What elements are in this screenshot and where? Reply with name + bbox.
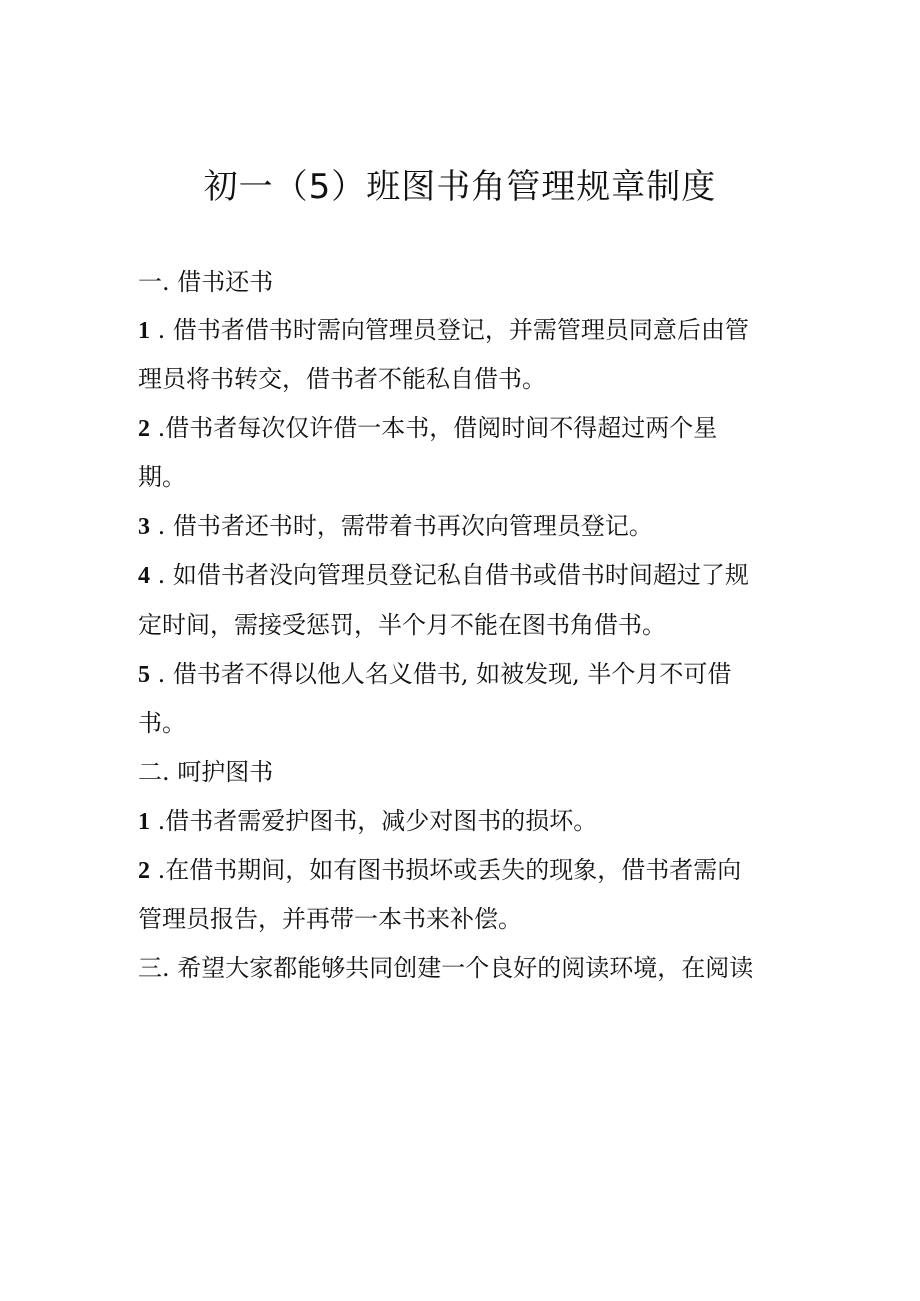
care-rule-2-line-1 <box>138 853 798 888</box>
rule-5-line-2: 书。 <box>138 709 186 737</box>
section-heading-protect-books: 二. 呵护图书 <box>138 758 274 786</box>
document-title: 初一（5）班图书角管理规章制度 <box>203 167 717 207</box>
rule-4-line-2: 定时间，需接受惩罚，半个月不能在图书角借书。 <box>138 611 666 639</box>
care-rule-2-line-2: 管理员报告，并再带一本书来补偿。 <box>138 905 522 933</box>
rule-1-line-1 <box>138 313 798 348</box>
rule-4-line-1 <box>138 558 798 593</box>
rule-number: 2 <box>138 416 150 442</box>
rule-number: 1 <box>138 809 150 835</box>
rule-text: .借书者需爱护图书，减少对图书的损坏。 <box>150 807 598 835</box>
rule-number: 3 <box>138 514 150 540</box>
section-heading-borrow-return: 一. 借书还书 <box>138 268 274 296</box>
rule-5-line-1 <box>138 657 798 692</box>
rule-text: . 借书者不得以他人名义借书, 如被发现, 半个月不可借 <box>150 660 732 688</box>
rule-text: . 如借书者没向管理员登记私自借书或借书时间超过了规 <box>150 561 749 589</box>
rule-2-line-2: 期。 <box>138 463 186 491</box>
rule-1-line-2: 理员将书转交，借书者不能私自借书。 <box>138 365 546 393</box>
rule-number: 5 <box>138 662 150 688</box>
rule-text: .在借书期间，如有图书损坏或丢失的现象，借书者需向 <box>150 856 742 884</box>
rule-number: 1 <box>138 318 150 344</box>
rule-number: 2 <box>138 858 150 884</box>
rule-text: . 借书者还书时，需带着书再次向管理员登记。 <box>150 512 653 540</box>
section-3-text: 三. 希望大家都能够共同创建一个良好的阅读环境，在阅读 <box>138 954 754 982</box>
rule-2-line-1 <box>138 411 798 446</box>
rule-text: . 借书者借书时需向管理员登记，并需管理员同意后由管 <box>150 316 749 344</box>
rule-3-line-1 <box>138 509 798 544</box>
rule-number: 4 <box>138 563 150 589</box>
care-rule-1-line-1 <box>138 804 798 839</box>
rule-text: .借书者每次仅许借一本书，借阅时间不得超过两个星 <box>150 414 718 442</box>
